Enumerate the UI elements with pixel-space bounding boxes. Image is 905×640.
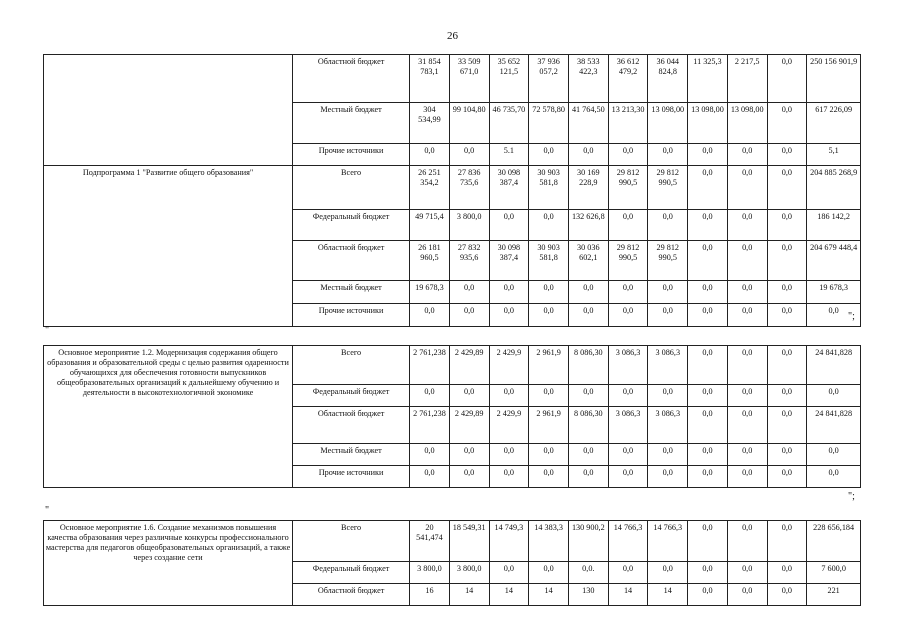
- value-cell: 99 104,80: [449, 103, 489, 144]
- funding-source-cell: Местный бюджет: [293, 281, 410, 304]
- value-cell: 2 961,9: [529, 407, 569, 444]
- value-cell: 0,0: [688, 210, 728, 241]
- value-cell: 2 429,9: [489, 407, 529, 444]
- budget-table-2: [43, 345, 861, 488]
- funding-source-cell: Областной бюджет: [293, 407, 410, 444]
- value-cell: 0,0: [449, 304, 489, 327]
- value-cell: 14 766,3: [608, 521, 648, 562]
- value-cell: 35 652 121,5: [489, 55, 529, 103]
- value-cell: 24 841,828: [807, 407, 861, 444]
- value-cell: 16: [410, 584, 450, 606]
- value-cell: 0,0: [807, 304, 861, 327]
- value-cell: 0,0: [688, 444, 728, 466]
- value-cell: 0,0: [568, 144, 608, 166]
- table-row: [44, 521, 861, 562]
- value-cell: 204 679 448,4: [807, 241, 861, 281]
- value-cell: 250 156 901,9: [807, 55, 861, 103]
- value-cell: 0,0: [727, 281, 767, 304]
- value-cell: 13 213,30: [608, 103, 648, 144]
- value-cell: 24 841,828: [807, 346, 861, 385]
- value-cell: 0,0: [608, 466, 648, 488]
- value-cell: 0,0: [688, 241, 728, 281]
- funding-source-cell: Федеральный бюджет: [293, 385, 410, 407]
- value-cell: 14: [449, 584, 489, 606]
- value-cell: 37 936 057,2: [529, 55, 569, 103]
- value-cell: 0,0: [727, 444, 767, 466]
- value-cell: 0,0: [648, 385, 688, 407]
- value-cell: 26 251 354,2: [410, 166, 450, 210]
- value-cell: 0,0: [489, 466, 529, 488]
- value-cell: 0,0: [529, 304, 569, 327]
- value-cell: 72 578,80: [529, 103, 569, 144]
- value-cell: 7 600,0: [807, 562, 861, 584]
- value-cell: 0,0: [410, 304, 450, 327]
- value-cell: 0,0: [767, 407, 807, 444]
- value-cell: 3 086,3: [648, 407, 688, 444]
- value-cell: 5.1: [489, 144, 529, 166]
- value-cell: 0,0: [727, 346, 767, 385]
- value-cell: 132 626,8: [568, 210, 608, 241]
- value-cell: 36 044 824,8: [648, 55, 688, 103]
- value-cell: 0,0: [449, 466, 489, 488]
- value-cell: 0,0: [727, 144, 767, 166]
- value-cell: 0,0: [648, 304, 688, 327]
- value-cell: 14: [489, 584, 529, 606]
- value-cell: 228 656,184: [807, 521, 861, 562]
- funding-source-cell: Областной бюджет: [293, 584, 410, 606]
- value-cell: 38 533 422,3: [568, 55, 608, 103]
- budget-table-3: [43, 520, 861, 606]
- value-cell: 0,0: [688, 521, 728, 562]
- value-cell: 36 612 479,2: [608, 55, 648, 103]
- value-cell: 0,0: [688, 346, 728, 385]
- value-cell: 2 761,238: [410, 407, 450, 444]
- value-cell: 0,0: [648, 281, 688, 304]
- value-cell: 0,0: [767, 241, 807, 281]
- value-cell: 3 086,3: [648, 346, 688, 385]
- program-name-cell: Подпрограмма 1 "Развитие общего образования": [44, 166, 293, 327]
- value-cell: 3 086,3: [608, 346, 648, 385]
- value-cell: 46 735,70: [489, 103, 529, 144]
- value-cell: 0,0: [727, 210, 767, 241]
- value-cell: 30 098 387,4: [489, 166, 529, 210]
- value-cell: 2 429,89: [449, 346, 489, 385]
- value-cell: 0,0.: [568, 562, 608, 584]
- value-cell: 0,0: [648, 444, 688, 466]
- value-cell: 204 885 268,9: [807, 166, 861, 210]
- value-cell: 0,0: [767, 444, 807, 466]
- value-cell: 0,0: [489, 385, 529, 407]
- value-cell: 14: [608, 584, 648, 606]
- closing-quote-mark-1: ";: [848, 311, 855, 322]
- value-cell: 0,0: [727, 241, 767, 281]
- value-cell: 33 509 671,0: [449, 55, 489, 103]
- value-cell: 0,0: [489, 210, 529, 241]
- value-cell: 49 715,4: [410, 210, 450, 241]
- value-cell: 0,0: [727, 407, 767, 444]
- value-cell: 0,0: [608, 144, 648, 166]
- value-cell: 0,0: [727, 562, 767, 584]
- value-cell: 19 678,3: [410, 281, 450, 304]
- value-cell: 0,0: [767, 346, 807, 385]
- value-cell: 0,0: [807, 444, 861, 466]
- value-cell: 13 098,00: [648, 103, 688, 144]
- value-cell: 0,0: [608, 304, 648, 327]
- opening-quote-mark-2: ": [45, 505, 50, 516]
- funding-source-cell: Федеральный бюджет: [293, 210, 410, 241]
- value-cell: 2 761,238: [410, 346, 450, 385]
- value-cell: 2 429,89: [449, 407, 489, 444]
- funding-source-cell: Прочие источники: [293, 304, 410, 327]
- value-cell: 29 812 990,5: [648, 166, 688, 210]
- value-cell: 0,0: [648, 210, 688, 241]
- value-cell: 8 086,30: [568, 407, 608, 444]
- value-cell: 2 429,9: [489, 346, 529, 385]
- value-cell: 0,0: [767, 466, 807, 488]
- value-cell: 0,0: [410, 144, 450, 166]
- value-cell: 27 836 735,6: [449, 166, 489, 210]
- value-cell: 0,0: [688, 304, 728, 327]
- value-cell: 0,0: [608, 562, 648, 584]
- value-cell: 0,0: [688, 407, 728, 444]
- value-cell: 5,1: [807, 144, 861, 166]
- value-cell: 0,0: [767, 144, 807, 166]
- value-cell: 0,0: [727, 304, 767, 327]
- value-cell: 0,0: [648, 466, 688, 488]
- program-name-cell: Основное мероприятие 1.6. Создание механизмов повышения качества образования через различные конкурсы профессионального мастерства для педагогов общеобразовательных организаций, а также через создание сети: [44, 521, 293, 606]
- value-cell: 2 217,5: [727, 55, 767, 103]
- value-cell: 0,0: [410, 466, 450, 488]
- value-cell: 3 800,0: [449, 562, 489, 584]
- value-cell: 0,0: [648, 144, 688, 166]
- value-cell: 0,0: [688, 166, 728, 210]
- funding-source-cell: Местный бюджет: [293, 103, 410, 144]
- value-cell: 0,0: [807, 385, 861, 407]
- value-cell: 8 086,30: [568, 346, 608, 385]
- table-row: [44, 55, 861, 103]
- value-cell: 0,0: [568, 304, 608, 327]
- value-cell: 13 098,00: [688, 103, 728, 144]
- program-name-cell: Основное мероприятие 1.2. Модернизация содержания общего образования и образовательной среды с целью развития одаренности обучающихся для обеспечения готовности выпускников общеобразовательных организаций к дальнейшему обучению и деятельности в высокотехнологичной экономике: [44, 346, 293, 488]
- funding-source-cell: Всего: [293, 346, 410, 385]
- value-cell: 0,0: [688, 584, 728, 606]
- value-cell: 14 766,3: [648, 521, 688, 562]
- value-cell: 0,0: [727, 584, 767, 606]
- table-row: [44, 346, 861, 385]
- closing-quote-mark-2: ";: [848, 491, 855, 502]
- value-cell: 0,0: [767, 584, 807, 606]
- value-cell: 0,0: [688, 144, 728, 166]
- value-cell: 30 903 581,8: [529, 241, 569, 281]
- value-cell: 0,0: [568, 281, 608, 304]
- value-cell: 304 534,99: [410, 103, 450, 144]
- value-cell: 2 961,9: [529, 346, 569, 385]
- value-cell: 0,0: [688, 281, 728, 304]
- value-cell: 0,0: [767, 562, 807, 584]
- value-cell: 0,0: [767, 103, 807, 144]
- value-cell: 30 903 581,8: [529, 166, 569, 210]
- value-cell: 0,0: [449, 281, 489, 304]
- value-cell: 0,0: [410, 385, 450, 407]
- value-cell: 0,0: [648, 562, 688, 584]
- value-cell: 0,0: [727, 466, 767, 488]
- opening-quote-mark-1: ": [45, 325, 50, 336]
- value-cell: 41 764,50: [568, 103, 608, 144]
- value-cell: 13 098,00: [727, 103, 767, 144]
- value-cell: 0,0: [767, 166, 807, 210]
- value-cell: 11 325,3: [688, 55, 728, 103]
- funding-source-cell: Федеральный бюджет: [293, 562, 410, 584]
- value-cell: 14 383,3: [529, 521, 569, 562]
- value-cell: 0,0: [727, 385, 767, 407]
- value-cell: 0,0: [449, 144, 489, 166]
- value-cell: 0,0: [529, 281, 569, 304]
- value-cell: 0,0: [608, 210, 648, 241]
- value-cell: 130 900,2: [568, 521, 608, 562]
- value-cell: 0,0: [489, 562, 529, 584]
- value-cell: 0,0: [489, 281, 529, 304]
- value-cell: 0,0: [568, 444, 608, 466]
- funding-source-cell: Областной бюджет: [293, 55, 410, 103]
- value-cell: 0,0: [688, 466, 728, 488]
- value-cell: 0,0: [449, 444, 489, 466]
- value-cell: 0,0: [489, 444, 529, 466]
- value-cell: 0,0: [529, 466, 569, 488]
- value-cell: 18 549,31: [449, 521, 489, 562]
- value-cell: 14: [529, 584, 569, 606]
- value-cell: 617 226,09: [807, 103, 861, 144]
- value-cell: 30 169 228,9: [568, 166, 608, 210]
- value-cell: 29 812 990,5: [648, 241, 688, 281]
- value-cell: 14 749,3: [489, 521, 529, 562]
- value-cell: 186 142,2: [807, 210, 861, 241]
- funding-source-cell: Областной бюджет: [293, 241, 410, 281]
- value-cell: 0,0: [767, 521, 807, 562]
- funding-source-cell: Прочие источники: [293, 466, 410, 488]
- value-cell: 0,0: [767, 210, 807, 241]
- value-cell: 19 678,3: [807, 281, 861, 304]
- value-cell: 3 800,0: [410, 562, 450, 584]
- value-cell: 0,0: [727, 166, 767, 210]
- value-cell: 0,0: [489, 304, 529, 327]
- value-cell: 0,0: [767, 304, 807, 327]
- value-cell: 27 832 935,6: [449, 241, 489, 281]
- value-cell: 221: [807, 584, 861, 606]
- value-cell: 14: [648, 584, 688, 606]
- budget-table-1: [43, 54, 861, 327]
- value-cell: 0,0: [688, 562, 728, 584]
- funding-source-cell: Всего: [293, 521, 410, 562]
- value-cell: 0,0: [529, 144, 569, 166]
- value-cell: 0,0: [727, 521, 767, 562]
- value-cell: 0,0: [529, 210, 569, 241]
- value-cell: 0,0: [568, 466, 608, 488]
- value-cell: 29 812 990,5: [608, 241, 648, 281]
- table-row: [44, 166, 861, 210]
- value-cell: 30 098 387,4: [489, 241, 529, 281]
- funding-source-cell: Местный бюджет: [293, 444, 410, 466]
- value-cell: 0,0: [568, 385, 608, 407]
- value-cell: 0,0: [529, 562, 569, 584]
- value-cell: 31 854 783,1: [410, 55, 450, 103]
- value-cell: 0,0: [807, 466, 861, 488]
- value-cell: 20 541,474: [410, 521, 450, 562]
- value-cell: 0,0: [529, 385, 569, 407]
- program-name-cell: [44, 55, 293, 166]
- value-cell: 3 086,3: [608, 407, 648, 444]
- value-cell: 0,0: [608, 281, 648, 304]
- page-number: 26: [447, 30, 458, 42]
- value-cell: 29 812 990,5: [608, 166, 648, 210]
- value-cell: 0,0: [767, 55, 807, 103]
- funding-source-cell: Прочие источники: [293, 144, 410, 166]
- value-cell: 130: [568, 584, 608, 606]
- value-cell: 3 800,0: [449, 210, 489, 241]
- value-cell: 0,0: [410, 444, 450, 466]
- value-cell: 0,0: [608, 444, 648, 466]
- value-cell: 0,0: [767, 385, 807, 407]
- value-cell: 0,0: [529, 444, 569, 466]
- value-cell: 0,0: [608, 385, 648, 407]
- value-cell: 26 181 960,5: [410, 241, 450, 281]
- value-cell: 30 036 602,1: [568, 241, 608, 281]
- funding-source-cell: Всего: [293, 166, 410, 210]
- value-cell: 0,0: [688, 385, 728, 407]
- value-cell: 0,0: [449, 385, 489, 407]
- value-cell: 0,0: [767, 281, 807, 304]
